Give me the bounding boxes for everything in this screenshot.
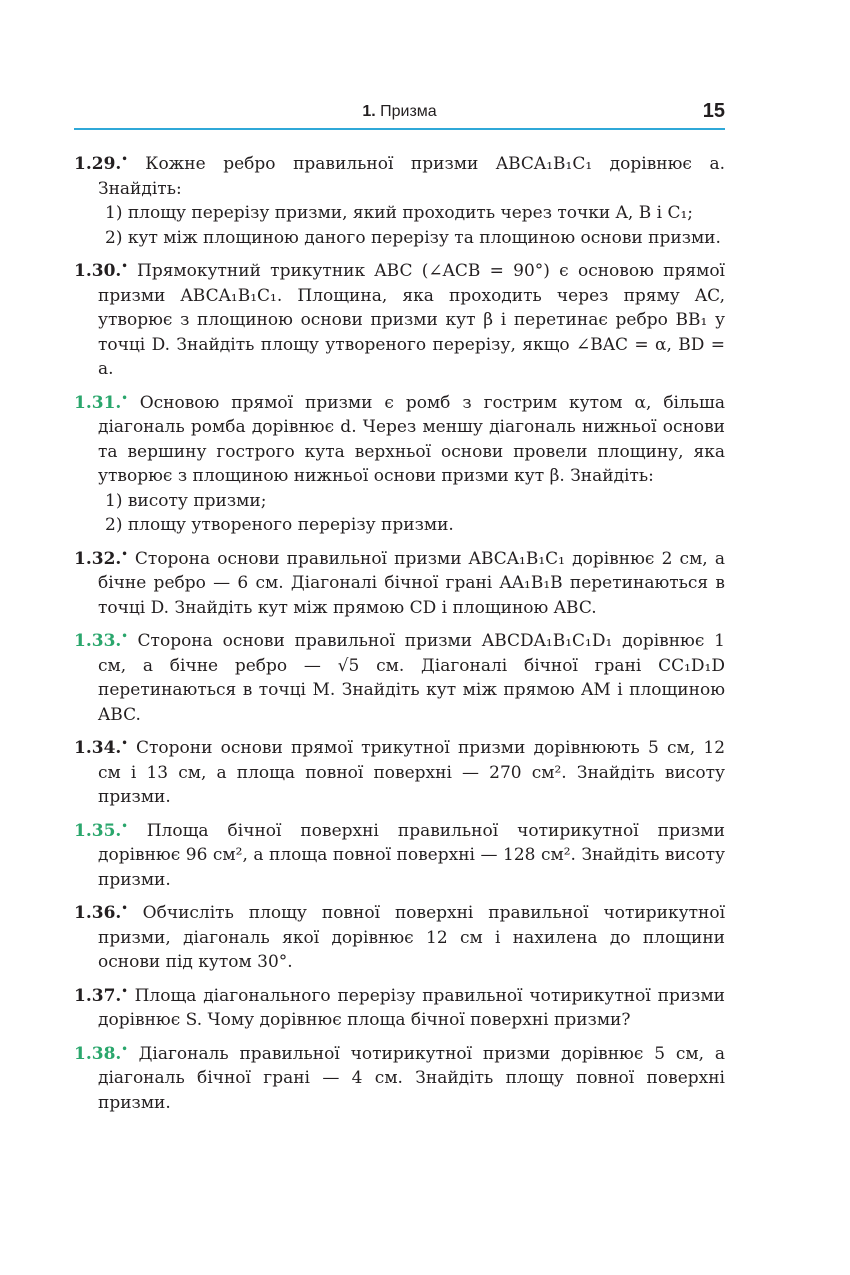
problem-1-38 — [74, 1042, 725, 1116]
problem-number: 1.30.• — [74, 261, 128, 281]
problem-text: Сторона основи правильної призми ABCA₁B₁C₁ дорівнює 2 см, а бічне ребро — 6 см. Діагоналі бічної грані AA₁B₁B перетинаються в точці D. Знайдіть кут між прямою CD і площиною ABC. — [98, 548, 725, 618]
problem-1-37 — [74, 984, 725, 1033]
problem-text: Прямокутний трикутник ABC (∠ACB = 90°) є основою прямої призми ABCA₁B₁C₁. Площина, яка проходить через пряму AC, утворює з площиною основи призми кут β і перетинає ребро BB₁ у точці D. Знайдіть площу утвореного перерізу, якщо ∠BAC = α, BD = a. — [98, 261, 725, 379]
problem-subitem: 2) кут між площиною даного перерізу та площиною основи призми. — [105, 227, 721, 248]
problem-list — [74, 152, 725, 1124]
chapter-number: 1. — [362, 103, 376, 120]
chapter-title-text: Призма — [380, 103, 437, 120]
problem-text: Сторони основи прямої трикутної призми дорівнюють 5 см, 12 см і 13 см, а площа повної поверхні — 270 см². Знайдіть висоту призми. — [98, 738, 726, 807]
problem-1-34 — [74, 736, 725, 810]
problem-1-30 — [74, 259, 725, 382]
problem-1-35 — [74, 819, 725, 893]
problem-text: Кожне ребро правильної призми ABCA₁B₁C₁ дорівнює a. Знайдіть: — [98, 154, 725, 199]
problem-1-32 — [74, 547, 725, 621]
problem-subitem: 2) площу утвореного перерізу призми. — [105, 515, 454, 535]
chapter-title — [74, 103, 725, 121]
problem-text: Площа бічної поверхні правильної чотирикутної призми дорівнює 96 см², а площа повної поверхні — 128 см². Знайдіть висоту призми. — [98, 820, 725, 890]
problem-text: Площа діагонального перерізу правильної чотирикутної призми дорівнює S. Чому дорівнює площа бічної поверхні призми? — [98, 985, 726, 1030]
problem-number: 1.35.• — [74, 820, 128, 841]
problem-text: Обчисліть площу повної поверхні правильної чотирикутної призми, діагональ якої дорівнює 12 см і нахилена до площини основи під кутом 30°. — [98, 903, 726, 972]
problem-number: 1.34.• — [74, 738, 128, 758]
problem-number: 1.33.• — [74, 631, 128, 651]
problem-subitem: 1) висоту призми; — [105, 490, 267, 511]
problem-number: 1.32.• — [74, 548, 128, 569]
problem-number: 1.31.• — [74, 392, 128, 413]
problem-1-31 — [74, 391, 725, 538]
problem-1-29 — [74, 152, 725, 250]
problem-text: Діагональ правильної чотирикутної призми дорівнює 5 см, а діагональ бічної грані — 4 см. Знайдіть площу повної поверхні призми. — [98, 1043, 725, 1113]
problem-number: 1.37.• — [74, 985, 128, 1006]
problem-subitem: 1) площу перерізу призми, який проходить через точки A, B і C₁; — [105, 203, 694, 223]
page-number: 15 — [702, 100, 725, 122]
problem-number: 1.38.• — [74, 1043, 128, 1064]
problem-text: Основою прямої призми є ромб з гострим кутом α, більша діагональ ромба дорівнює d. Через меншу діагональ нижньої основи та вершину гострого кута верхньої основи провели площину, яка утворює з площиною нижньої основи призми кут β. Знайдіть: — [98, 392, 725, 486]
problem-1-36 — [74, 901, 725, 975]
problem-text: Сторона основи правильної призми ABCDA₁B₁C₁D₁ дорівнює 1 см, а бічне ребро — √5 см. Діагоналі бічної грані CC₁D₁D перетинаються в точці M. Знайдіть кут між прямою AM і площиною ABC. — [98, 631, 725, 725]
problem-number: 1.29.• — [74, 154, 128, 174]
running-header — [74, 100, 725, 130]
problem-number: 1.36.• — [74, 903, 128, 923]
problem-1-33 — [74, 629, 725, 727]
